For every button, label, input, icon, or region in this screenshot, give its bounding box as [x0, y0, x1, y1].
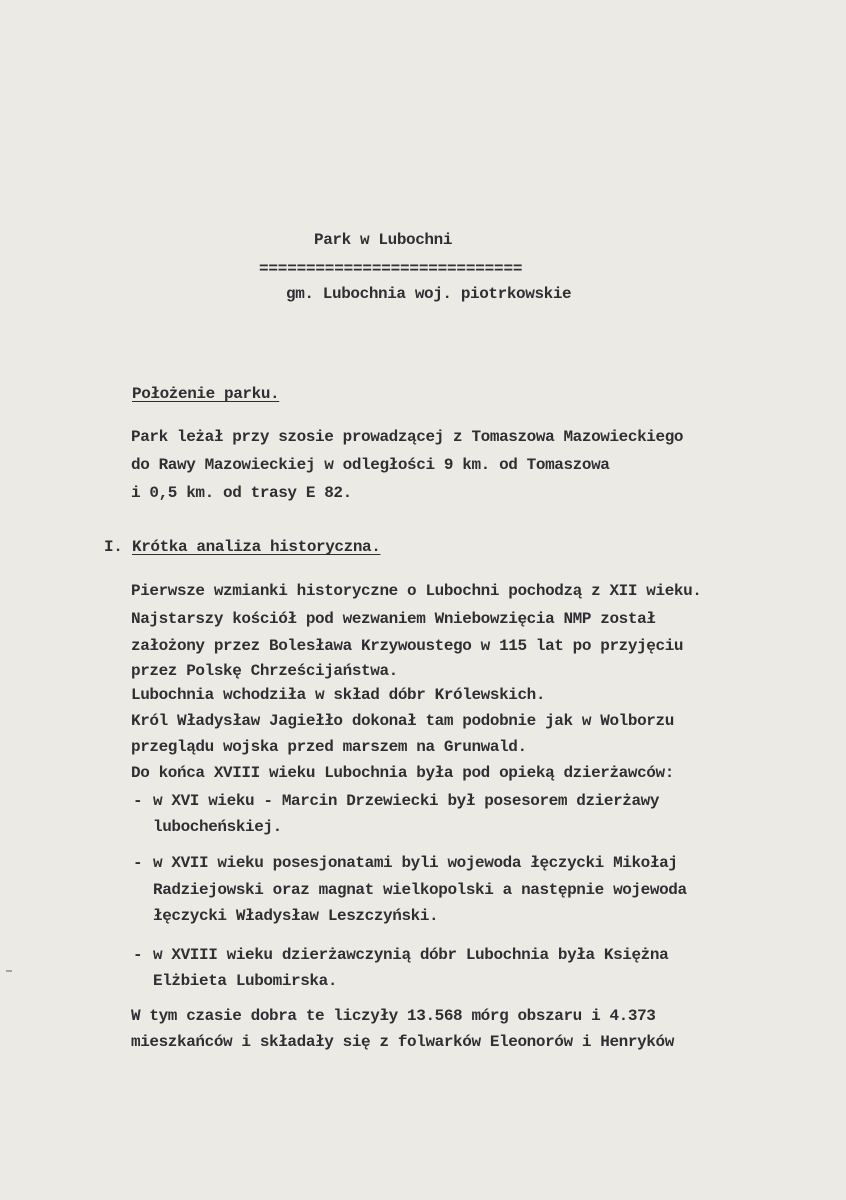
- history-line: Do końca XVIII wieku Lubochnia była pod opieką dzierżawców:: [131, 764, 674, 782]
- history-line: Najstarszy kościół pod wezwaniem Wniebowzięcia NMP został: [131, 610, 656, 628]
- location-heading: Położenie parku.: [132, 385, 280, 403]
- history-line: założony przez Bolesława Krzywoustego w 115 lat po przyjęciu: [131, 637, 684, 655]
- bullet-line: w XVI wieku - Marcin Drzewiecki był posesorem dzierżawy: [153, 792, 660, 810]
- bullet-line: Radziejowski oraz magnat wielkopolski a następnie wojewoda: [153, 881, 687, 899]
- bullet-marker: -: [133, 854, 143, 872]
- history-line: przez Polskę Chrześcijaństwa.: [131, 662, 398, 680]
- section-number: I.: [104, 538, 123, 556]
- location-line: do Rawy Mazowieckiej w odległości 9 km. od Tomaszowa: [131, 456, 610, 474]
- history-line: przeglądu wojska przed marszem na Grunwald.: [131, 738, 527, 756]
- document-subtitle: gm. Lubochnia woj. piotrkowskie: [286, 285, 572, 303]
- history-line: Pierwsze wzmianki historyczne o Lubochni pochodzą z XII wieku.: [131, 582, 702, 600]
- bullet-line: w XVII wieku posesjonatami byli wojewoda łęczycki Mikołaj: [153, 854, 678, 872]
- bullet-line: w XVIII wieku dzierżawczynią dóbr Lubochnia była Księżna: [153, 946, 669, 964]
- bullet-marker: -: [133, 946, 143, 964]
- bullet-line: Elżbieta Lubomirska.: [153, 972, 338, 990]
- bullet-line: łęczycki Władysław Leszczyński.: [153, 907, 439, 925]
- closing-line: mieszkańców i składały się z folwarków Eleonorów i Henryków: [131, 1033, 674, 1051]
- closing-line: W tym czasie dobra te liczyły 13.568 mórg obszaru i 4.373: [131, 1007, 656, 1025]
- margin-mark: [6, 970, 12, 972]
- location-line: Park leżał przy szosie prowadzącej z Tomaszowa Mazowieckiego: [131, 428, 684, 446]
- document-title: Park w Lubochni: [314, 231, 453, 249]
- history-heading: Krótka analiza historyczna.: [132, 538, 381, 556]
- history-line: Król Władysław Jagiełło dokonał tam podobnie jak w Wolborzu: [131, 712, 674, 730]
- title-separator: ============================: [259, 260, 523, 278]
- location-line: i 0,5 km. od trasy E 82.: [131, 484, 352, 502]
- history-line: Lubochnia wchodziła w skład dóbr Królewskich.: [131, 686, 546, 704]
- bullet-line: lubocheńskiej.: [153, 818, 282, 836]
- bullet-marker: -: [133, 792, 143, 810]
